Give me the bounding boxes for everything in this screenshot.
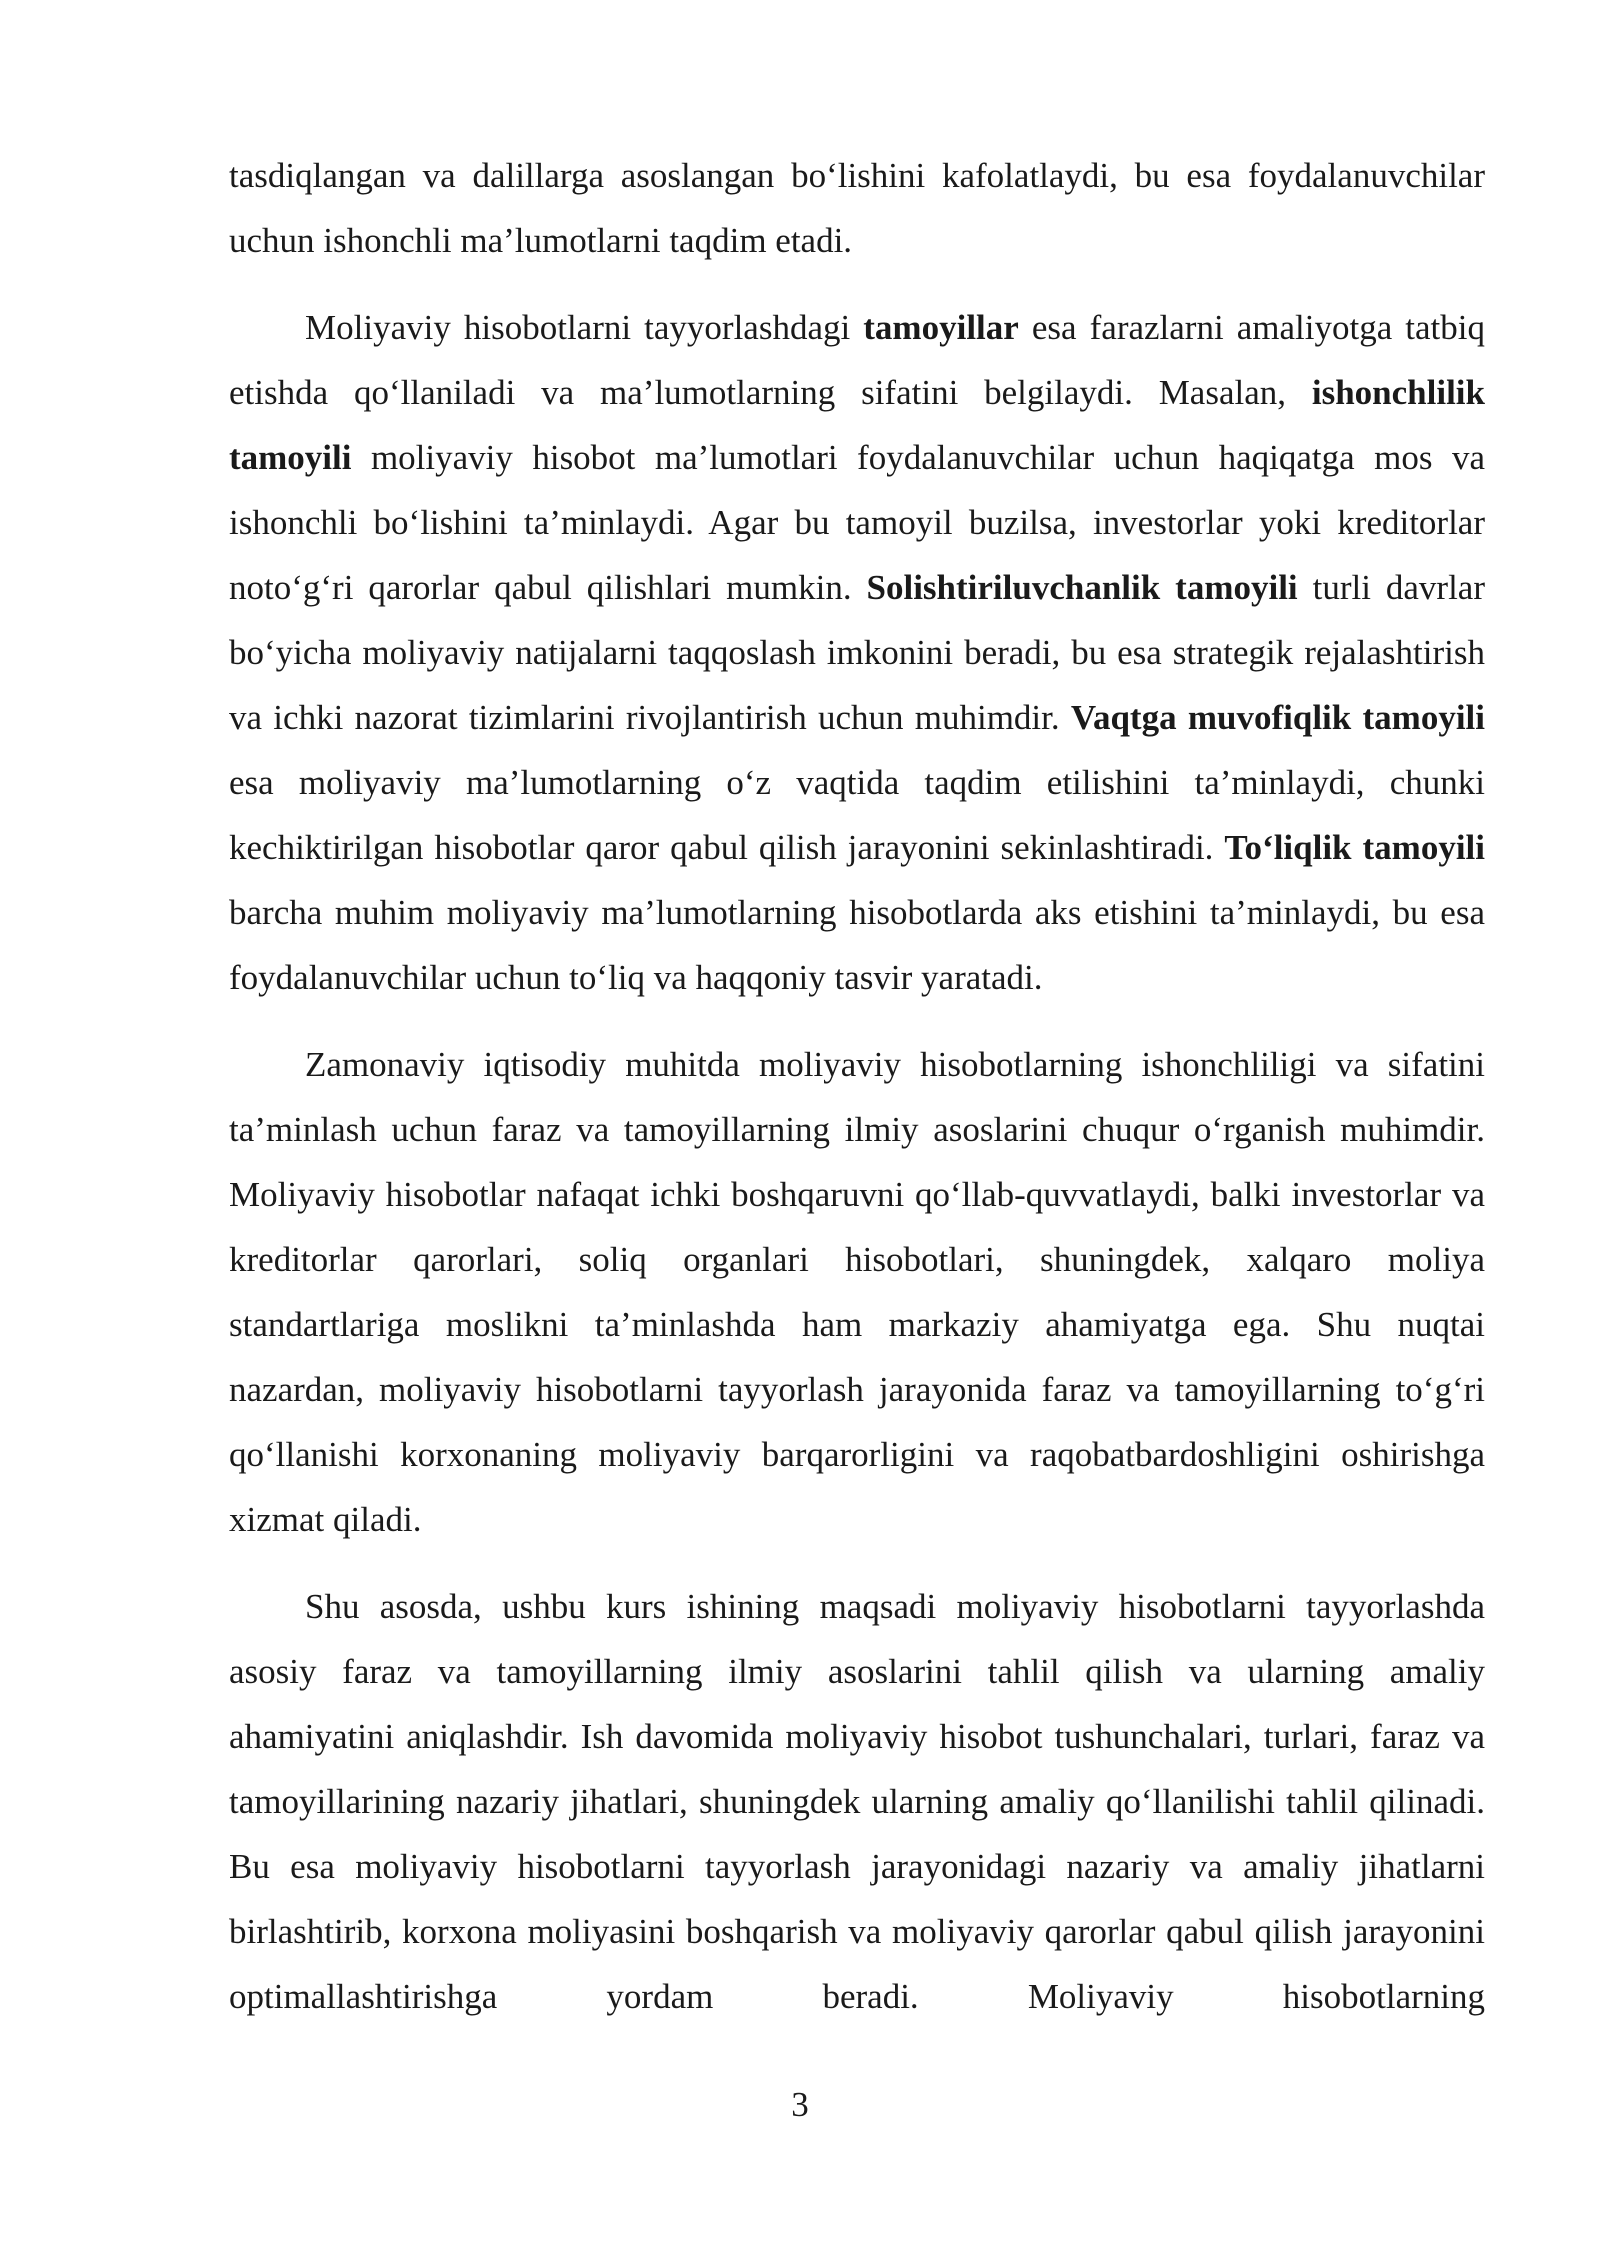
text-segment: esa farazlarni amaliyotga tatbiq etishda qo‘llaniladi va ma’lumotlarning sifatini belgilaydi. Masalan, [229, 308, 1486, 412]
bold-term: ishonchlilik tamoyili [229, 373, 1485, 477]
bold-term: Solishtiriluvchanlik tamoyili [866, 568, 1298, 607]
paragraph [229, 1574, 1485, 2029]
text-segment: moliyaviy hisobot ma’lumotlari foydalanuvchilar uchun haqiqatga mos va ishonchli bo‘lishini ta’minlaydi. Agar bu tamoyil buzilsa, investorlar yoki kreditorlar noto‘g‘ri qarorlar qabul qilishlari mumkin. [229, 438, 1485, 607]
body-text [229, 143, 1485, 2029]
text-segment: tasdiqlangan va dalillarga asoslangan bo‘lishini kafolatlaydi, bu esa foydalanuvchilar uchun ishonchli ma’lumotlarni taqdim etadi. [229, 156, 1485, 260]
text-segment: Zamonaviy iqtisodiy muhitda moliyaviy hisobotlarning ishonchliligi va sifatini ta’minlash uchun faraz va tamoyillarning ilmiy asoslarini chuqur o‘rganish muhimdir. Moliyaviy hisobotlar nafaqat ichki boshqaruvni qo‘llab-quvvatlaydi, balki investorlar va kreditorlar qarorlari, soliq organlari hisobotlari, shuningdek, xalqaro moliya standartlariga moslikni ta’minlashda ham markaziy ahamiyatga ega. Shu nuqtai nazardan, moliyaviy hisobotlarni tayyorlash jarayonida faraz va tamoyillarning to‘g‘ri qo‘llanishi korxonaning moliyaviy barqarorligini va raqobatbardoshligini oshirishga xizmat qiladi. [229, 1045, 1485, 1539]
text-segment: barcha muhim moliyaviy ma’lumotlarning hisobotlarda aks etishini ta’minlaydi, bu esa foydalanuvchilar uchun to‘liq va haqqoniy tasvir yaratadi. [229, 893, 1485, 997]
paragraph [229, 143, 1485, 273]
bold-term: To‘liqlik tamoyili [1224, 828, 1485, 867]
text-segment: Shu asosda, ushbu kurs ishining maqsadi moliyaviy hisobotlarni tayyorlashda asosiy faraz va tamoyillarning ilmiy asoslarini tahlil qilish va ularning amaliy ahamiyatini aniqlashdir. Ish davomida moliyaviy hisobot tushunchalari, turlari, faraz va tamoyillarining nazariy jihatlari, shuningdek ularning amaliy qo‘llanilishi tahlil qilinadi. Bu esa moliyaviy hisobotlarni tayyorlash jarayonidagi nazariy va amaliy jihatlarni birlashtirib, korxona moliyasini boshqarish va moliyaviy qarorlar qabul qilish jarayonini optimallashtirishga yordam beradi. Moliyaviy hisobotlarning [229, 1587, 1485, 2016]
bold-term: Vaqtga muvofiqlik tamoyili [1070, 698, 1485, 737]
page-number: 3 [791, 2085, 809, 2124]
paragraph [229, 295, 1485, 1010]
paragraph [229, 1032, 1485, 1552]
text-segment: esa moliyaviy ma’lumotlarning o‘z vaqtida taqdim etilishini ta’minlaydi, chunki kechiktirilgan hisobotlar qaror qabul qilish jarayonini sekinlashtiradi. [229, 763, 1485, 867]
text-segment: turli davrlar bo‘yicha moliyaviy natijalarni taqqoslash imkonini beradi, bu esa strategik rejalashtirish va ichki nazorat tizimlarini rivojlantirish uchun muhimdir. [229, 568, 1485, 737]
text-segment: Moliyaviy hisobotlarni tayyorlashdagi [305, 308, 864, 347]
bold-term: tamoyillar [863, 308, 1019, 347]
